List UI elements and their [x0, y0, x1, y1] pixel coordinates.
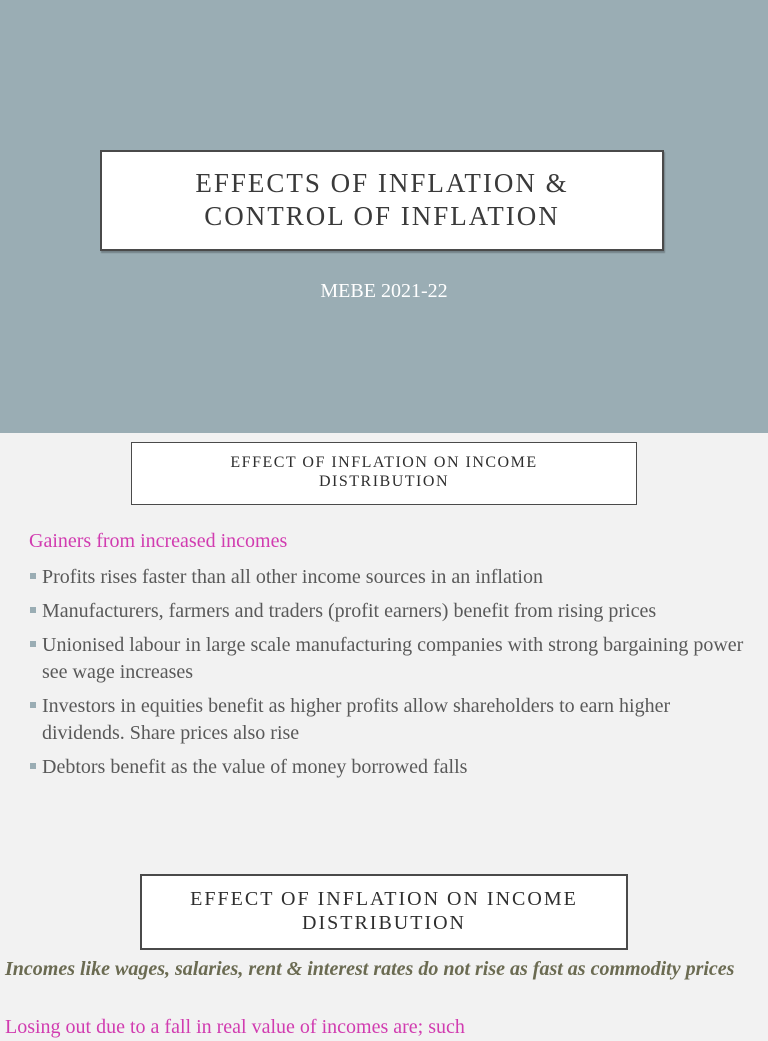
square-bullet-icon [30, 702, 36, 708]
section-label: Gainers from increased incomes [29, 530, 288, 552]
bullet-text: Manufacturers, farmers and traders (profit earners) benefit from rising prices [42, 600, 657, 622]
title-line-2: CONTROL OF INFLATION [204, 200, 560, 231]
bullet-item [29, 564, 749, 591]
title-box [100, 150, 664, 251]
bullet-item [29, 598, 749, 625]
heading-line-2: DISTRIBUTION [302, 911, 466, 934]
square-bullet-icon [30, 607, 36, 613]
title-line-1: EFFECTS OF INFLATION & [195, 167, 569, 198]
slide-heading [190, 887, 578, 935]
bullet-text: Profits rises faster than all other income sources in an inflation [42, 566, 543, 588]
bullet-text: Unionised labour in large scale manufacturing companies with strong bargaining power see wage increases [42, 634, 744, 683]
slide-title [195, 167, 568, 233]
bullet-item [29, 754, 749, 781]
slide-heading [230, 453, 537, 491]
title-slide [0, 0, 768, 433]
bullet-list [29, 564, 749, 788]
partial-text-line: Losing out due to a fall in real value of incomes are; such [5, 1016, 465, 1038]
heading-box [131, 442, 637, 505]
square-bullet-icon [30, 763, 36, 769]
square-bullet-icon [30, 641, 36, 647]
bullet-item [29, 632, 749, 686]
heading-line-1: EFFECT OF INFLATION ON INCOME [190, 887, 578, 910]
income-distribution-slide-2 [0, 853, 768, 1038]
income-distribution-slide [0, 433, 768, 853]
heading-box [140, 874, 628, 950]
slide-subtitle: MEBE 2021-22 [320, 280, 448, 302]
bullet-item [29, 693, 749, 747]
heading-line-1: EFFECT OF INFLATION ON INCOME [230, 454, 538, 471]
heading-line-2: DISTRIBUTION [319, 473, 449, 490]
square-bullet-icon [30, 573, 36, 579]
bullet-text: Debtors benefit as the value of money borrowed falls [42, 756, 468, 778]
bullet-text: Investors in equities benefit as higher profits allow shareholders to earn higher dividends. Share prices also rise [42, 695, 671, 744]
italic-note: Incomes like wages, salaries, rent & interest rates do not rise as fast as commodity prices [5, 958, 735, 980]
